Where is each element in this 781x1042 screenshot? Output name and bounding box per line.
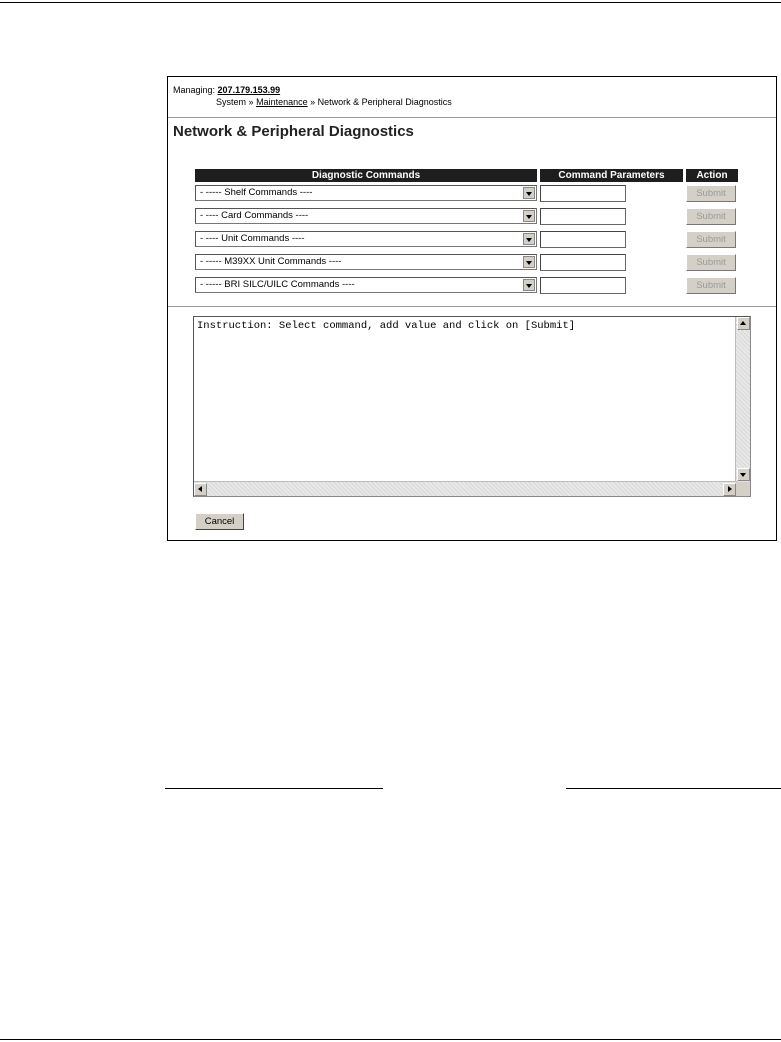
scroll-up-icon[interactable] [737,317,750,330]
right-rule [566,788,781,789]
managing-text: Managing: [173,85,216,95]
table-divider [168,306,776,307]
unit-commands-select[interactable] [195,231,537,247]
breadcrumb-separator: » [248,97,254,107]
cancel-button[interactable]: Cancel [195,513,244,530]
select-value: - ----- M39XX Unit Commands ---- [200,256,342,267]
select-value: - ----- BRI SILC/UILC Commands ---- [200,279,355,290]
output-textarea[interactable] [193,316,751,497]
column-header-action: Action [686,169,738,182]
m39xx-commands-select[interactable] [195,254,537,270]
page-title: Network & Peripheral Diagnostics [173,123,414,140]
chevron-down-icon[interactable] [523,256,535,268]
chevron-down-icon[interactable] [523,187,535,199]
chevron-down-icon[interactable] [523,279,535,291]
unit-submit-button[interactable]: Submit [686,231,736,248]
breadcrumb-separator: » [310,97,316,107]
horizontal-scrollbar[interactable] [194,481,737,496]
m39xx-submit-button[interactable]: Submit [686,254,736,271]
output-text: Instruction: Select command, add value and click on [Submit] [197,320,576,332]
card-parameter-input[interactable] [540,208,626,225]
select-value: - ----- Shelf Commands ---- [200,187,313,198]
bri-parameter-input[interactable] [540,277,626,294]
header-divider [168,117,776,118]
bri-commands-select[interactable] [195,277,537,293]
page-bottom-rule [0,1039,781,1040]
column-header-parameters: Command Parameters [540,169,683,182]
shelf-parameter-input[interactable] [540,185,626,202]
scroll-down-icon[interactable] [737,468,750,481]
breadcrumb [216,97,452,107]
page-top-rule [0,2,781,3]
shelf-submit-button[interactable]: Submit [686,185,736,202]
managing-label [173,85,280,95]
bri-submit-button[interactable]: Submit [686,277,736,294]
chevron-down-icon[interactable] [523,210,535,222]
managing-ip-link[interactable]: 207.179.153.99 [217,85,281,95]
breadcrumb-system: System [216,97,247,107]
select-value: - ---- Unit Commands ---- [200,233,305,244]
unit-parameter-input[interactable] [540,231,626,248]
scroll-right-icon[interactable] [723,483,736,496]
diagnostics-window [167,76,777,541]
column-header-commands: Diagnostic Commands [195,169,537,182]
shelf-commands-select[interactable] [195,185,537,201]
left-rule [165,788,383,789]
breadcrumb-current: Network & Peripheral Diagnostics [317,97,452,107]
vertical-scrollbar[interactable] [735,317,750,482]
card-commands-select[interactable] [195,208,537,224]
select-value: - ---- Card Commands ---- [200,210,309,221]
m39xx-parameter-input[interactable] [540,254,626,271]
scroll-left-icon[interactable] [194,483,207,496]
chevron-down-icon[interactable] [523,233,535,245]
scrollbar-corner [736,482,750,496]
card-submit-button[interactable]: Submit [686,208,736,225]
breadcrumb-maintenance-link[interactable]: Maintenance [256,97,308,107]
